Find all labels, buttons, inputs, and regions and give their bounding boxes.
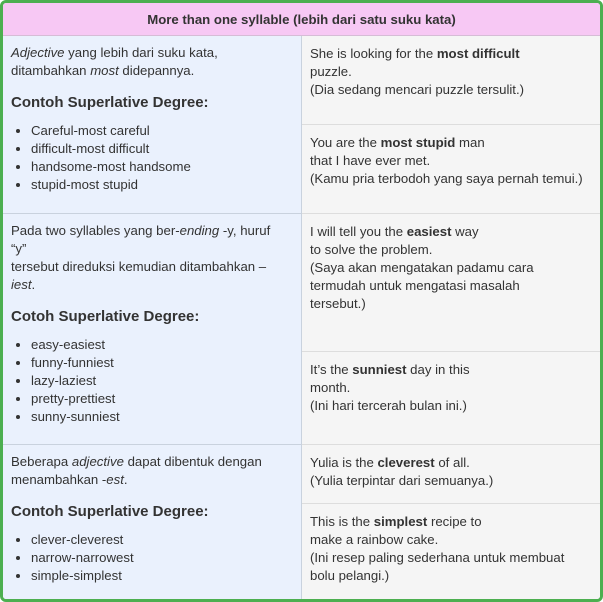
rule-description: Beberapa adjective dapat dibentuk dengan menambahkan -est. [11, 454, 262, 487]
example-list [11, 122, 293, 194]
list-item: • pretty-prettiest [31, 390, 293, 408]
rule-cell-3 [3, 445, 302, 600]
example-title: Contoh Superlative Degree: [11, 94, 209, 111]
table-header: More than one syllable (lebih dari satu suku kata) [3, 3, 600, 36]
list-item: • sunny-sunniest [31, 408, 293, 426]
list-item: • difficult-most difficult [31, 140, 293, 158]
sentence-cell: This is the simplest recipe to make a rainbow cake. (Ini resep paling sederhana untuk membuat bolu pelangi.) [302, 504, 601, 600]
list-item: • lazy-laziest [31, 372, 293, 390]
rule-description: Adjective yang lebih dari suku kata, ditambahkan most didepannya. [11, 45, 218, 78]
list-item: • easy-easiest [31, 336, 293, 354]
example-title: Contoh Superlative Degree: [11, 503, 209, 520]
sentence-cell: I will tell you the easiest way to solve the problem. (Saya akan mengatakan padamu cara termudah untuk mengatasi masalah tersebut.) [302, 214, 601, 352]
list-item: • funny-funniest [31, 354, 293, 372]
sentence-cell: You are the most stupid man that I have ever met. (Kamu pria terbodoh yang saya pernah temui.) [302, 125, 601, 214]
list-item: • simple-simplest [31, 567, 293, 585]
list-item: • stupid-most stupid [31, 176, 293, 194]
sentence-cell: She is looking for the most difficult puzzle. (Dia sedang mencari puzzle tersulit.) [302, 36, 601, 125]
list-item: • handsome-most handsome [31, 158, 293, 176]
rule-cell-1 [3, 36, 302, 214]
rule-description: Pada two syllables yang ber-ending -y, huruf “y” tersebut direduksi kemudian ditambahkan – iest. [11, 223, 271, 292]
list-item: • Careful-most careful [31, 122, 293, 140]
example-list [11, 531, 293, 585]
sentence-cell: Yulia is the cleverest of all. (Yulia terpintar dari semuanya.) [302, 445, 601, 504]
list-item: • clever-cleverest [31, 531, 293, 549]
example-title: Cotoh Superlative Degree: [11, 308, 200, 325]
list-item: • narrow-narrowest [31, 549, 293, 567]
sentence-cell: It’s the sunniest day in this month. (Ini hari tercerah bulan ini.) [302, 352, 601, 445]
superlative-table [3, 3, 600, 600]
example-list [11, 336, 293, 426]
rule-cell-2 [3, 214, 302, 445]
